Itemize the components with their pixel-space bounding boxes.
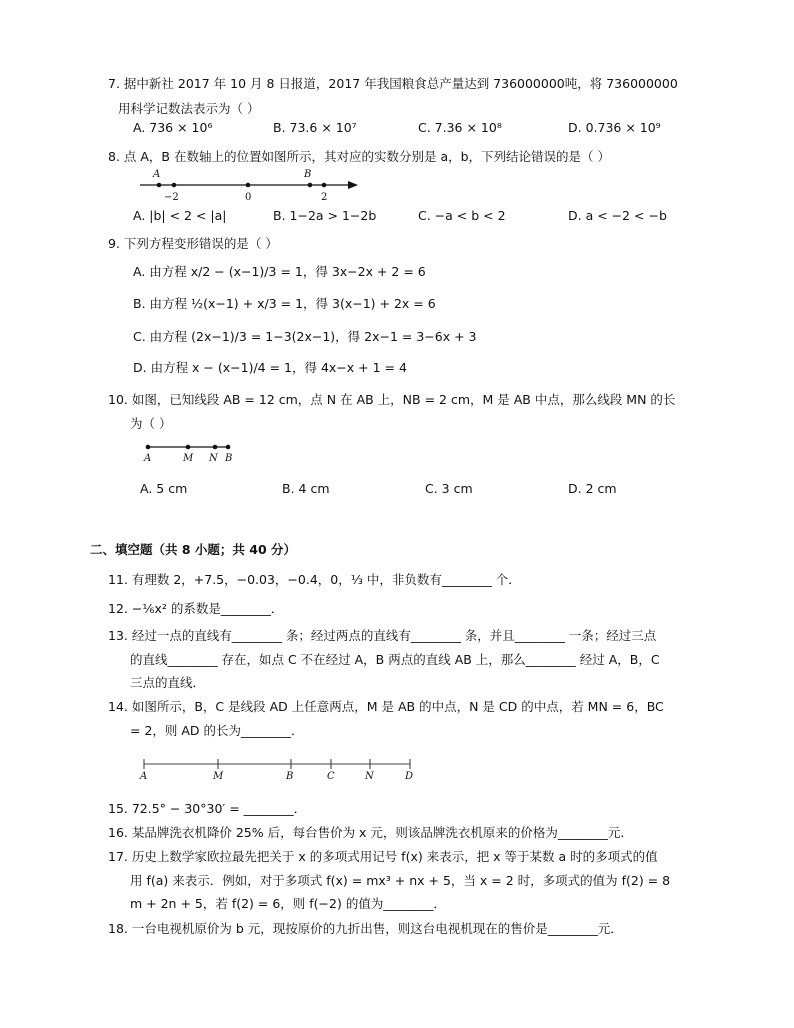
q17-line1: 17. 历史上数学家欧拉最先把关于 x 的多项式用记号 f(x) 来表示，把 x 等于某数 a 时的多项式的值 xyxy=(108,849,658,864)
q14-label-b: B xyxy=(286,771,294,782)
q8-option-a: A. |b| < 2 < |a| xyxy=(133,208,227,223)
q10-option-b: B. 4 cm xyxy=(282,481,330,496)
q13-line3: 三点的直线． xyxy=(130,675,206,690)
q14-line1: 14. 如图所示，B，C 是线段 AD 上任意两点，M 是 AB 的中点，N 是 CD 的中点，若 MN = 6，BC xyxy=(108,699,664,714)
q8-number-line xyxy=(136,167,366,205)
q16-line1: 16. 某品牌洗衣机降价 25% 后，每台售价为 x 元，则该品牌洗衣机原来的价格为________元． xyxy=(108,825,633,840)
q18-line1: 18. 一台电视机原价为 b 元，现按原价的九折出售，则这台电视机现在的售价是________元． xyxy=(108,921,623,936)
q17-line2: 用 f(a) 来表示．例如，对于多项式 f(x) = mx³ + nx + 5，当 x = 2 时，多项式的值为 f(2) = 8 xyxy=(130,873,671,888)
q8-option-c: C. −a < b < 2 xyxy=(418,208,506,223)
q10-point-m xyxy=(186,445,191,450)
q9-option-d: D. 由方程 x − (x−1)/4 = 1，得 4x−x + 1 = 4 xyxy=(133,360,407,375)
q7-line1: 7. 据中新社 2017 年 10 月 8 日报道，2017 年我国粮食总产量达到 736000000吨，将 736000000 xyxy=(108,76,678,91)
q7-option-a: A. 736 × 10⁶ xyxy=(133,120,213,135)
q14-segment-figure xyxy=(136,752,426,782)
q14-line2: = 2，则 AD 的长为________． xyxy=(130,723,304,738)
q9-line1: 9. 下列方程变形错误的是（ ） xyxy=(108,236,278,251)
q10-option-d: D. 2 cm xyxy=(568,481,617,496)
q10-option-c: C. 3 cm xyxy=(425,481,473,496)
q10-label-m: M xyxy=(183,453,194,464)
q8-point-a xyxy=(157,183,162,188)
q10-point-b xyxy=(226,445,231,450)
q9-option-b: B. 由方程 ½(x−1) + x/3 = 1，得 3(x−1) + 2x = 6 xyxy=(133,296,436,311)
q8-tick-0 xyxy=(246,183,251,188)
q10-line2: 为（ ） xyxy=(130,416,172,431)
q8-label-0: 0 xyxy=(245,192,252,203)
q8-option-b: B. 1−2a > 1−2b xyxy=(273,208,377,223)
q7-line2: 用科学记数法表示为（ ） xyxy=(118,101,260,116)
q10-option-a: A. 5 cm xyxy=(140,481,188,496)
q15-line1: 15. 72.5° − 30°30′ = ________． xyxy=(108,801,307,816)
q8-axis-arrow xyxy=(348,181,358,189)
q14-label-d: D xyxy=(405,771,414,782)
q8-tick-minus2 xyxy=(172,183,177,188)
q9-option-c: C. 由方程 (2x−1)/3 = 1−3(2x−1)，得 2x−1 = 3−6x + 3 xyxy=(133,329,477,344)
q17-line3: m + 2n + 5，若 f(2) = 6，则 f(−2) 的值为________． xyxy=(130,896,446,911)
q13-line1: 13. 经过一点的直线有________ 条；经过两点的直线有________ 条，并且________ 一条；经过三点 xyxy=(108,628,657,643)
q10-label-n: N xyxy=(209,453,218,464)
section2-title: 二、填空题（共 8 小题；共 40 分） xyxy=(90,542,297,557)
q7-option-d: D. 0.736 × 10⁹ xyxy=(568,120,661,135)
q8-point-b xyxy=(308,183,313,188)
q8-label-minus2: −2 xyxy=(164,192,179,203)
q10-segment-figure xyxy=(140,438,250,466)
q8-label-a: A xyxy=(153,169,161,180)
q10-label-a: A xyxy=(144,453,152,464)
q13-line2: 的直线________ 存在，如点 C 不在经过 A，B 两点的直线 AB 上，那么________ 经过 A，B，C xyxy=(130,652,660,667)
q12-line1: 12. −⅙x² 的系数是________． xyxy=(108,601,284,616)
q7-option-b: B. 73.6 × 10⁷ xyxy=(273,120,357,135)
q7-option-c: C. 7.36 × 10⁸ xyxy=(418,120,502,135)
q8-option-d: D. a < −2 < −b xyxy=(568,208,667,223)
q10-point-n xyxy=(213,445,218,450)
q8-line1: 8. 点 A，B 在数轴上的位置如图所示，其对应的实数分别是 a，b，下列结论错误的是（ ） xyxy=(108,149,611,164)
q8-label-2: 2 xyxy=(321,192,328,203)
q10-label-b: B xyxy=(225,453,233,464)
q9-option-a: A. 由方程 x/2 − (x−1)/3 = 1，得 3x−2x + 2 = 6 xyxy=(133,264,426,279)
q8-tick-2 xyxy=(322,183,327,188)
q14-label-m: M xyxy=(213,771,224,782)
q14-label-a: A xyxy=(140,771,148,782)
q14-label-c: C xyxy=(327,771,335,782)
q10-line1: 10. 如图，已知线段 AB = 12 cm，点 N 在 AB 上，NB = 2 cm，M 是 AB 中点，那么线段 MN 的长 xyxy=(108,392,676,407)
q14-label-n: N xyxy=(365,771,374,782)
q11-line1: 11. 有理数 2，+7.5，−0.03，−0.4，0，⅓ 中，非负数有________ 个． xyxy=(108,572,521,587)
q10-point-a xyxy=(146,445,151,450)
q8-label-b: B xyxy=(304,169,312,180)
